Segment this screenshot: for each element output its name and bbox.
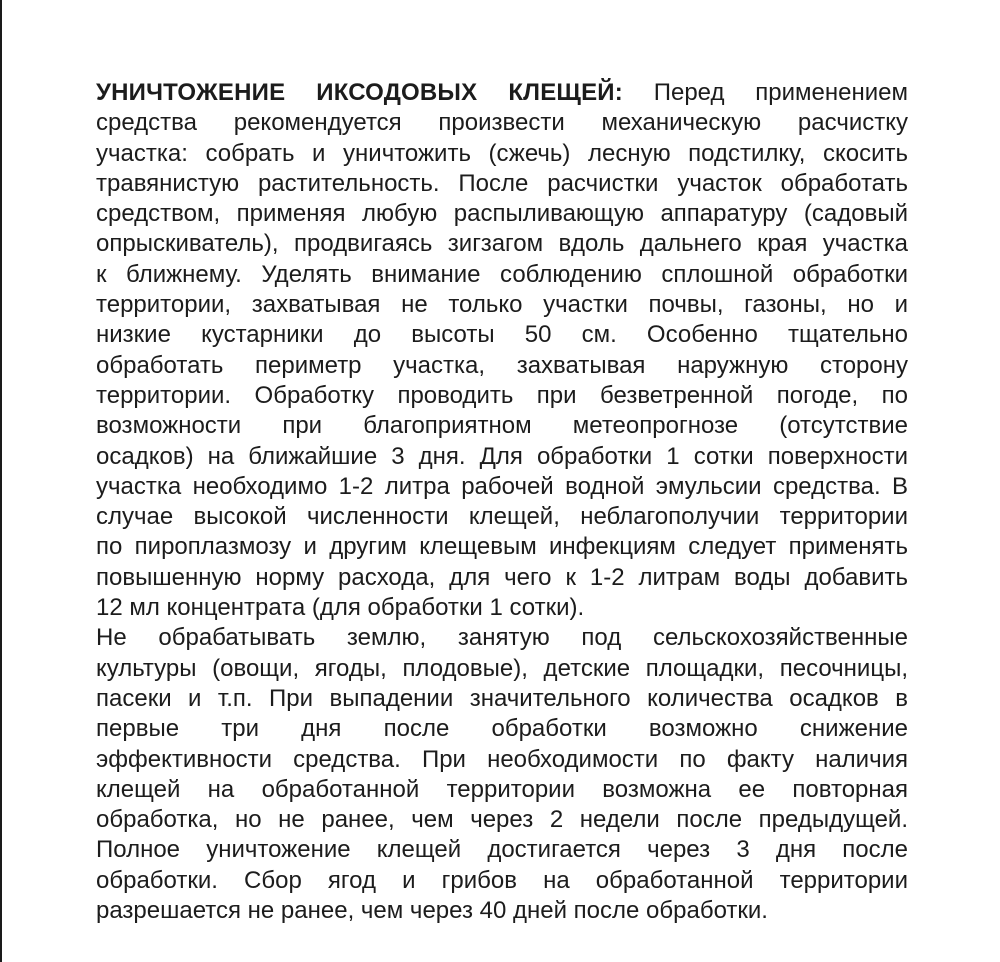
text-line: эффективности средства. При необходимости по факту наличия <box>96 745 908 773</box>
paragraph-application <box>96 78 908 623</box>
text-line: опрыскиватель), продвигаясь зигзагом вдоль дальнего края участка <box>96 230 908 258</box>
text-line: осадков) на ближайшие 3 дня. Для обработки 1 сотки поверхности <box>96 442 908 470</box>
text-line: по пироплазмозу и другим клещевым инфекциям следует применять <box>96 533 908 561</box>
text-line: низкие кустарники до высоты 50 см. Особенно тщательно <box>96 321 908 349</box>
text-line <box>96 78 908 108</box>
text-line: повышенную норму расхода, для чего к 1-2 литрам воды добавить <box>96 563 908 591</box>
text-line: Полное уничтожение клещей достигается через 3 дня после <box>96 836 908 864</box>
text-line: обработка, но не ранее, чем через 2 недели после предыдущей. <box>96 806 908 834</box>
text-line: Не обрабатывать землю, занятую под сельскохозяйственные <box>96 624 908 652</box>
text-line: средством, применяя любую распыливающую аппаратуру (садовый <box>96 200 908 228</box>
text-line: обработать периметр участка, захватывая наружную сторону <box>96 351 908 379</box>
text-line: пасеки и т.п. При выпадении значительного количества осадков в <box>96 684 908 712</box>
text-line: случае высокой численности клещей, неблагополучии территории <box>96 503 908 531</box>
text-line: культуры (овощи, ягоды, плодовые), детские площадки, песочницы, <box>96 654 908 682</box>
text-line: участка: собрать и уничтожить (сжечь) лесную подстилку, скосить <box>96 139 908 167</box>
text-line: первые три дня после обработки возможно снижение <box>96 715 908 743</box>
text-line: средства рекомендуется произвести механическую расчистку <box>96 109 908 137</box>
text-line: травянистую растительность. После расчистки участок обработать <box>96 169 908 197</box>
instruction-document <box>96 78 908 926</box>
page-left-border <box>0 0 2 962</box>
text-line: обработки. Сбор ягод и грибов на обработанной территории <box>96 866 908 894</box>
text-line: клещей на обработанной территории возможна ее повторная <box>96 775 908 803</box>
text-line: к ближнему. Уделять внимание соблюдению сплошной обработки <box>96 260 908 288</box>
text-line: территории. Обработку проводить при безветренной погоде, по <box>96 381 908 409</box>
text-line: территории, захватывая не только участки почвы, газоны, но и <box>96 291 908 319</box>
text-line: возможности при благоприятном метеопрогнозе (отсутствие <box>96 412 908 440</box>
text-line: разрешается не ранее, чем через 40 дней после обработки. <box>96 897 768 925</box>
section-heading: УНИЧТОЖЕНИЕ ИКСОДОВЫХ КЛЕЩЕЙ: <box>96 79 623 106</box>
paragraph-restrictions <box>96 623 908 926</box>
text-line: 12 мл концентрата (для обработки 1 сотки). <box>96 594 585 622</box>
text-line: участка необходимо 1-2 литра рабочей водной эмульсии средства. В <box>96 472 908 500</box>
text-line-fragment: Перед применением <box>622 79 908 106</box>
